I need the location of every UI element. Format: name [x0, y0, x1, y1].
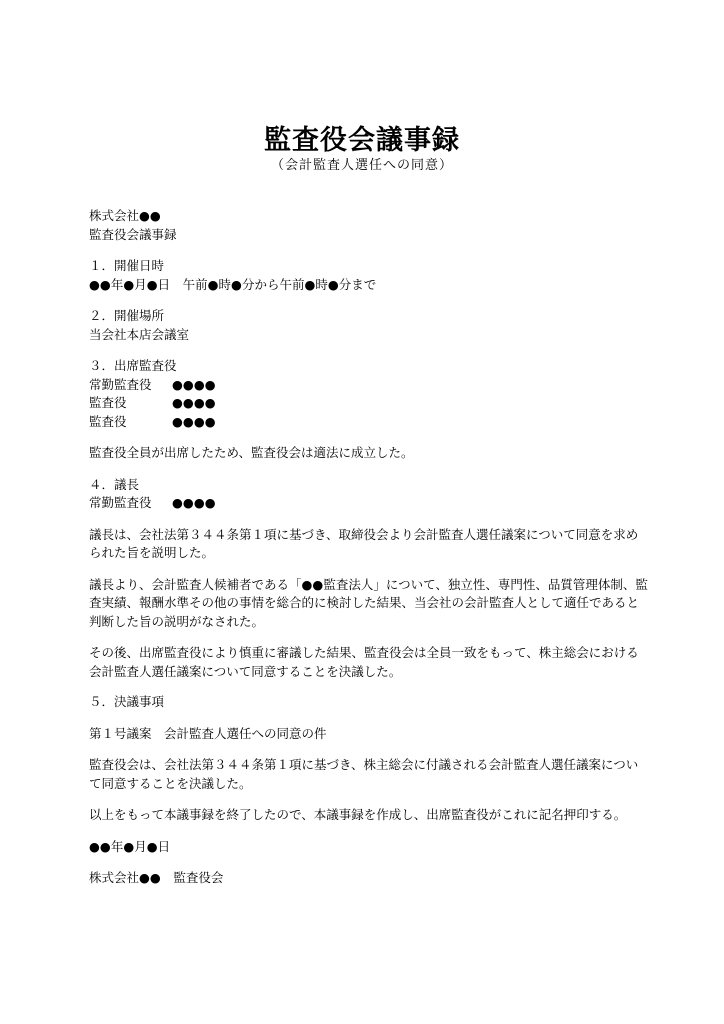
- chair-heading: ４．議長: [89, 476, 140, 492]
- document-date: ●●年●月●日: [89, 838, 171, 854]
- place-heading: ２．開催場所: [89, 308, 165, 323]
- place-value: 当会社本店会議室: [89, 326, 190, 342]
- chair-row: [89, 494, 649, 513]
- attendee-role: 常勤監査役: [89, 376, 152, 392]
- paragraph-2: 議長より、会計監査人候補者である「●●監査法人」について、独立性、専門性、品質管理体制、監査実績、報酬水準その他の事情を総合的に検討した結果、当会社の会計監査人として適任であると判断した旨の説明がなされた。: [89, 576, 648, 629]
- datetime-value: ●●年●月●日 午前●時●分から午前●時●分まで: [89, 276, 377, 292]
- signature-line: 株式会社●● 監査役会: [89, 870, 224, 885]
- attendee-row: [89, 413, 649, 432]
- resolution-heading: ５．決議事項: [89, 694, 165, 709]
- paragraph-1: 議長は、会社法第３４４条第１項に基づき、取締役会より会計監査人選任議案について同意を求められた旨を説明した。: [89, 526, 639, 560]
- document-subtitle: （会計監査人選任への同意）: [270, 158, 453, 173]
- chair-role: 常勤監査役: [89, 495, 152, 510]
- attendee-role: 監査役: [89, 413, 127, 429]
- attendee-row: [89, 394, 649, 413]
- attendees-heading: ３．出席監査役: [89, 358, 177, 373]
- datetime-heading: １．開催日時: [89, 258, 165, 273]
- attendee-name: ●●●●: [172, 413, 216, 429]
- paragraph-3: その後、出席監査役により慎重に審議した結果、監査役会は全員一致をもって、株主総会における会計監査人選任議案について同意することを決議した。: [89, 645, 639, 679]
- attendee-name: ●●●●: [172, 395, 216, 410]
- document-title: 監査役会議事録: [264, 125, 460, 156]
- paragraph-4: 監査役会は、会社法第３４４条第１項に基づき、株主総会に付議される会計監査人選任議案について同意することを決議した。: [89, 757, 639, 791]
- attendee-role: 監査役: [89, 395, 127, 410]
- paragraph-5: 以上をもって本議事録を終了したので、本議事録を作成し、出席監査役がこれに記名押印する。: [89, 807, 627, 822]
- document-name: 監査役会議事録: [89, 226, 177, 242]
- document-body: [89, 207, 649, 888]
- attendee-row: [89, 376, 649, 395]
- agenda-item: 第１号議案 会計監査人選任への同意の件: [89, 725, 327, 741]
- attendee-name: ●●●●: [172, 376, 216, 392]
- quorum-text: 監査役全員が出席したため、監査役会は適法に成立した。: [89, 445, 414, 460]
- company-name: 株式会社●●: [89, 208, 161, 223]
- chair-name: ●●●●: [172, 495, 216, 510]
